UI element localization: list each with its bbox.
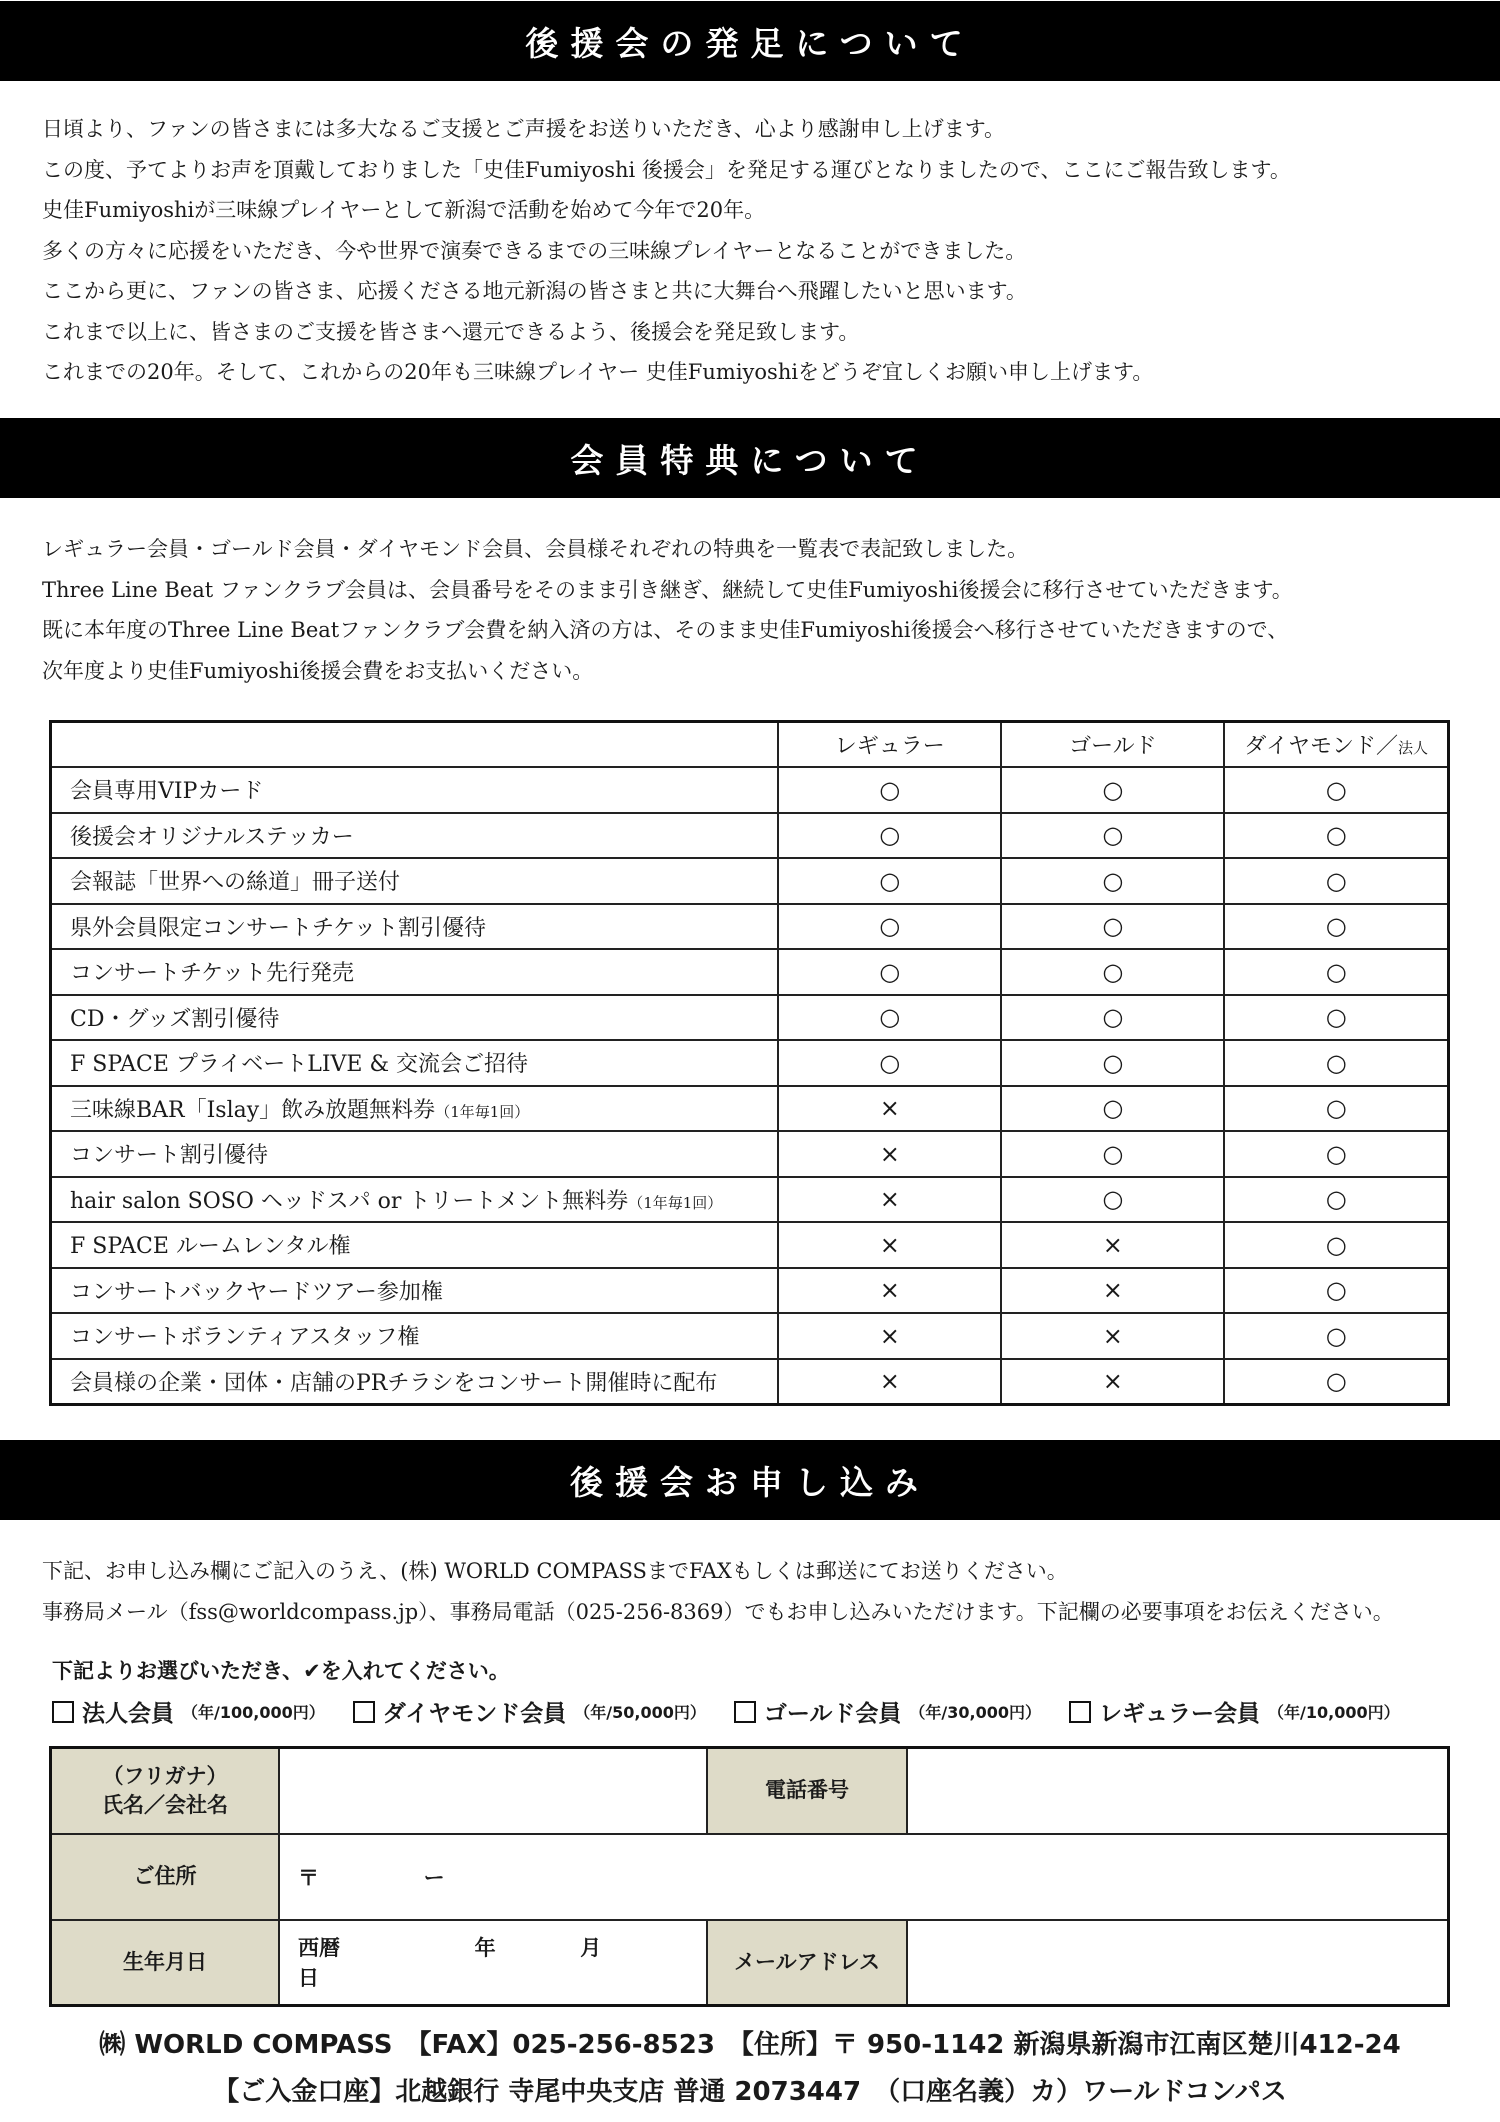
option-corporate[interactable]: [52, 1695, 325, 1728]
benefit-name: 三味線BAR「Islay」飲み放題無料券（1年毎1回）: [51, 1086, 779, 1132]
availability-mark: ○: [1001, 904, 1224, 950]
table-row: [51, 1177, 1449, 1223]
benefit-name: 会報誌「世界への絲道」冊子送付: [51, 858, 779, 904]
birthday-field[interactable]: [279, 1920, 707, 2006]
table-row: [51, 1268, 1449, 1314]
availability-mark: ○: [1224, 1040, 1448, 1086]
checkbox[interactable]: [1069, 1701, 1091, 1723]
availability-mark: ○: [1001, 1086, 1224, 1132]
availability-mark: ○: [1224, 767, 1448, 813]
table-row: [51, 1222, 1449, 1268]
table-row: [51, 1313, 1449, 1359]
benefit-name: コンサートチケット先行発売: [51, 949, 779, 995]
postal-mark: 〒: [298, 1865, 320, 1890]
header-blank: [51, 722, 779, 768]
section-header-founding: 後援会の発足について: [0, 1, 1500, 81]
availability-mark: ○: [1224, 1131, 1448, 1177]
era-label: 西暦: [298, 1936, 341, 1961]
availability-mark: ○: [1224, 1222, 1448, 1268]
text-line: 日頃より、ファンの皆さまには多大なるご支援とご声援をお送りいただき、心より感謝申し上げます。: [42, 117, 1006, 141]
availability-mark: ○: [1001, 767, 1224, 813]
founding-text: [42, 109, 1482, 393]
text-line: ここから更に、ファンの皆さま、応援くださる地元新潟の皆さまと共に大舞台へ飛躍したいと思います。: [42, 279, 1027, 303]
availability-mark: ○: [1224, 1177, 1448, 1223]
availability-mark: ×: [778, 1177, 1001, 1223]
availability-mark: ×: [778, 1086, 1001, 1132]
form-row: [51, 1920, 1449, 2006]
checkbox[interactable]: [734, 1701, 756, 1723]
table-row: [51, 813, 1449, 859]
name-label: （フリガナ） 氏名／会社名: [51, 1748, 280, 1834]
benefit-name: コンサート割引優待: [51, 1131, 779, 1177]
availability-mark: ○: [1224, 995, 1448, 1041]
availability-mark: ○: [1224, 949, 1448, 995]
availability-mark: ×: [1001, 1359, 1224, 1405]
month-label: 月: [580, 1936, 602, 1961]
text-line: 事務局メール（fss@worldcompass.jp）、事務局電話（025-256-8369）でもお申し込みいただけます。下記欄の必要事項をお伝えください。: [42, 1599, 1394, 1624]
day-label: 日: [298, 1966, 320, 1991]
availability-mark: ○: [1224, 813, 1448, 859]
table-row: [51, 904, 1449, 950]
table-row: [51, 1040, 1449, 1086]
text-line: 次年度より史佳Fumiyoshi後援会費をお支払いください。: [42, 658, 594, 683]
table-row: [51, 995, 1449, 1041]
year-label: 年: [474, 1936, 496, 1961]
availability-mark: ○: [778, 813, 1001, 859]
benefit-name: hair salon SOSO ヘッドスパ or トリートメント無料券（1年毎1回）: [51, 1177, 779, 1223]
footer-bank: 【ご入金口座】北越銀行 寺尾中央支店 普通 2073447 （口座名義）カ）ワールドコンパス: [213, 2077, 1287, 2107]
form-row: [51, 1834, 1449, 1920]
availability-mark: ○: [1224, 1313, 1448, 1359]
email-field[interactable]: [907, 1920, 1449, 2006]
option-gold[interactable]: [734, 1695, 1041, 1728]
application-text: [42, 1551, 1482, 1632]
application-form: [49, 1746, 1450, 2007]
email-label: メールアドレス: [707, 1920, 907, 2006]
availability-mark: ○: [1224, 1086, 1448, 1132]
benefit-name: コンサートバックヤードツアー参加権: [51, 1268, 779, 1314]
address-label: ご住所: [51, 1834, 280, 1920]
table-row: [51, 1086, 1449, 1132]
availability-mark: ×: [1001, 1222, 1224, 1268]
address-field[interactable]: [279, 1834, 1448, 1920]
availability-mark: ○: [778, 995, 1001, 1041]
table-row: [51, 949, 1449, 995]
availability-mark: ○: [1001, 1131, 1224, 1177]
section-header-benefits: 会員特典について: [0, 418, 1500, 498]
option-label: ダイヤモンド会員: [382, 1701, 567, 1727]
benefit-name: CD・グッズ割引優待: [51, 995, 779, 1041]
availability-mark: ×: [778, 1131, 1001, 1177]
table-row: [51, 1131, 1449, 1177]
phone-label: 電話番号: [707, 1748, 907, 1834]
option-label: ゴールド会員: [763, 1701, 902, 1727]
option-label: 法人会員: [82, 1701, 174, 1727]
availability-mark: ○: [778, 1040, 1001, 1086]
name-field[interactable]: [279, 1748, 707, 1834]
availability-mark: ○: [778, 949, 1001, 995]
table-header-row: [51, 722, 1449, 768]
benefits-table: [49, 720, 1450, 1406]
option-price: （年/30,000円）: [909, 1703, 1042, 1722]
postal-dash: ー: [423, 1865, 445, 1890]
text-line: レギュラー会員・ゴールド会員・ダイヤモンド会員、会員様それぞれの特典を一覧表で表記致しました。: [42, 537, 1029, 561]
checkbox[interactable]: [52, 1701, 74, 1723]
availability-mark: ×: [778, 1268, 1001, 1314]
availability-mark: ×: [778, 1313, 1001, 1359]
availability-mark: ○: [1001, 1040, 1224, 1086]
benefit-name: 会員専用VIPカード: [51, 767, 779, 813]
benefit-note: （1年毎1回）: [435, 1102, 530, 1121]
section-header-application: 後援会お申し込み: [0, 1440, 1500, 1520]
text-line: この度、予てよりお声を頂戴しておりました「史佳Fumiyoshi 後援会」を発足する運びとなりましたので、ここにご報告致します。: [42, 157, 1291, 182]
phone-field[interactable]: [907, 1748, 1449, 1834]
availability-mark: ×: [1001, 1268, 1224, 1314]
availability-mark: ○: [1224, 1268, 1448, 1314]
benefit-note: （1年毎1回）: [628, 1193, 723, 1212]
availability-mark: ○: [1001, 813, 1224, 859]
text-line: これまでの20年。そして、これからの20年も三味線プレイヤー 史佳Fumiyoshiをどうぞ宜しくお願い申し上げます。: [42, 360, 1154, 384]
availability-mark: ○: [1224, 904, 1448, 950]
header-diamond: ダイヤモンド／法人: [1224, 722, 1448, 768]
option-price: （年/10,000円）: [1268, 1703, 1400, 1722]
membership-options: [52, 1695, 1472, 1728]
text-line: 史佳Fumiyoshiが三味線プレイヤーとして新潟で活動を始めて今年で20年。: [42, 198, 766, 222]
checkbox[interactable]: [353, 1701, 375, 1723]
text-line: これまで以上に、皆さまのご支援を皆さまへ還元できるよう、後援会を発足致します。: [42, 319, 860, 344]
option-price: （年/100,000円）: [182, 1703, 325, 1722]
availability-mark: ○: [778, 904, 1001, 950]
text-line: 既に本年度のThree Line Beatファンクラブ会費を納入済の方は、そのまま史佳Fumiyoshi後援会へ移行させていただきますので、: [42, 618, 1289, 642]
benefit-name: 会員様の企業・団体・店舗のPRチラシをコンサート開催時に配布: [51, 1359, 779, 1405]
header-gold: ゴールド: [1001, 722, 1224, 768]
availability-mark: ○: [1224, 858, 1448, 904]
birthday-label: 生年月日: [51, 1920, 280, 2006]
availability-mark: ○: [1224, 1359, 1448, 1405]
availability-mark: ×: [1001, 1313, 1224, 1359]
table-row: [51, 858, 1449, 904]
table-row: [51, 767, 1449, 813]
option-price: （年/50,000円）: [574, 1703, 706, 1722]
choose-instruction: 下記よりお選びいただき、✔を入れてください。: [52, 1659, 510, 1683]
text-line: 多くの方々に応援をいただき、今や世界で演奏できるまでの三味線プレイヤーとなることができました。: [42, 238, 1027, 263]
benefit-name: F SPACE ルームレンタル権: [51, 1222, 779, 1268]
availability-mark: ○: [778, 767, 1001, 813]
table-row: [51, 1359, 1449, 1405]
text-line: Three Line Beat ファンクラブ会員は、会員番号をそのまま引き継ぎ、継続して史佳Fumiyoshi後援会に移行させていただきます。: [42, 577, 1293, 602]
form-row: [51, 1748, 1449, 1834]
availability-mark: ○: [1001, 858, 1224, 904]
availability-mark: ○: [1001, 949, 1224, 995]
benefit-name: 県外会員限定コンサートチケット割引優待: [51, 904, 779, 950]
header-regular: レギュラー: [778, 722, 1001, 768]
benefits-text: [42, 529, 1482, 691]
availability-mark: ×: [778, 1359, 1001, 1405]
benefit-name: F SPACE プライベートLIVE & 交流会ご招待: [51, 1040, 779, 1086]
availability-mark: ○: [778, 858, 1001, 904]
option-label: レギュラー会員: [1099, 1701, 1261, 1727]
footer-company: ㈱ WORLD COMPASS 【FAX】025-256-8523 【住所】〒 950-1142 新潟県新潟市江南区楚川412-24: [99, 2030, 1401, 2060]
benefit-name: コンサートボランティアスタッフ権: [51, 1313, 779, 1359]
option-diamond[interactable]: [353, 1695, 706, 1728]
availability-mark: ○: [1001, 995, 1224, 1041]
availability-mark: ×: [778, 1222, 1001, 1268]
benefit-name: 後援会オリジナルステッカー: [51, 813, 779, 859]
availability-mark: ○: [1001, 1177, 1224, 1223]
text-line: 下記、お申し込み欄にご記入のうえ、(株) WORLD COMPASSまでFAXもしくは郵送にてお送りください。: [42, 1559, 1068, 1583]
option-regular[interactable]: [1069, 1695, 1400, 1728]
